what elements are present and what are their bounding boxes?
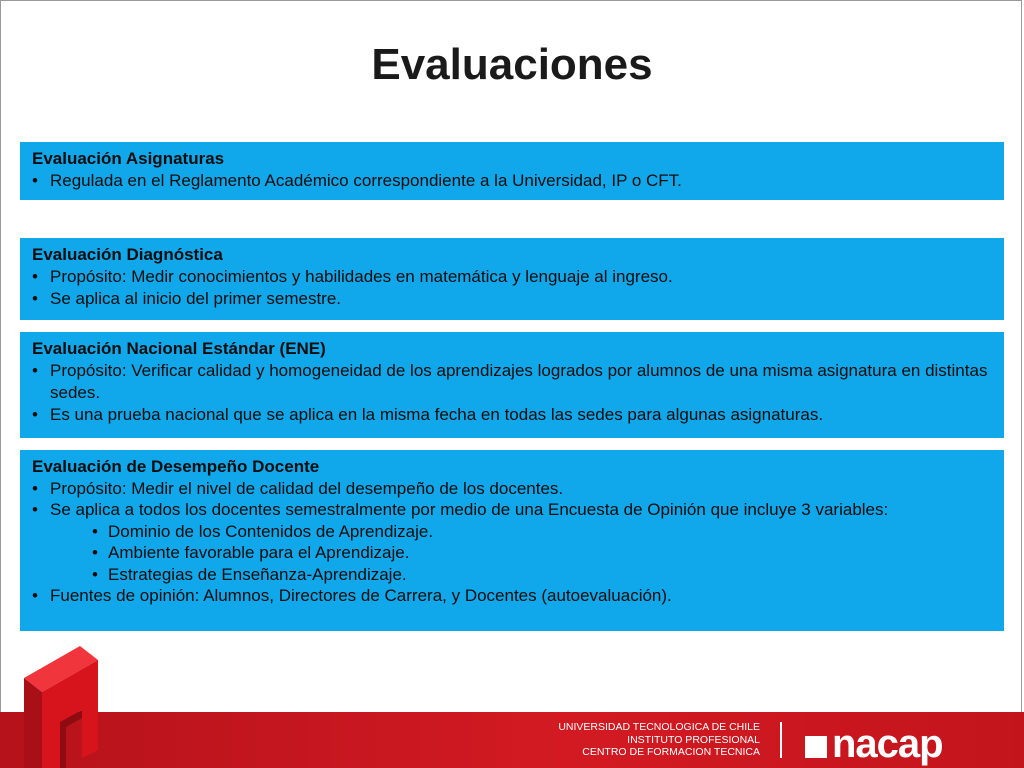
section-heading: Evaluación Diagnóstica (32, 245, 223, 264)
section-heading: Evaluación de Desempeño Docente (32, 457, 320, 476)
footer-divider (780, 722, 782, 758)
section-heading: Evaluación Nacional Estándar (ENE) (32, 339, 326, 358)
institution-line: UNIVERSIDAD TECNOLOGICA DE CHILE (558, 721, 760, 733)
section-heading: Evaluación Asignaturas (32, 149, 225, 168)
institution-line: INSTITUTO PROFESIONAL (627, 733, 760, 746)
bullet-item: • Fuentes de opinión: Alumnos, Directores de Carrera, y Docentes (autoevaluación). (32, 585, 992, 607)
bullet-item: • Propósito: Medir el nivel de calidad del desempeño de los docentes. (32, 478, 992, 500)
section-evaluacion-nacional-estandar (20, 332, 1004, 438)
institution-line: CENTRO DE FORMACION TECNICA (582, 746, 760, 758)
inacap-logo-text: nacap (832, 722, 943, 766)
inacap-logo-icon (805, 736, 827, 758)
footer-institution (548, 721, 760, 759)
section-evaluacion-diagnostica (20, 238, 1004, 320)
section-evaluacion-desempeno-docente (20, 450, 1004, 631)
sub-bullet-item: • Dominio de los Contenidos de Aprendizaje. (32, 521, 992, 543)
sub-bullet-item: • Ambiente favorable para el Aprendizaje. (32, 542, 992, 564)
footer-bar (0, 712, 1024, 768)
bullet-item: • Se aplica al inicio del primer semestre. (32, 288, 992, 310)
section-evaluacion-asignaturas (20, 142, 1004, 200)
bullet-item: • Se aplica a todos los docentes semestralmente por medio de una Encuesta de Opinión que incluye 3 variables: (32, 499, 992, 521)
sub-bullet-item: • Estrategias de Enseñanza-Aprendizaje. (32, 564, 992, 586)
bullet-item: • Propósito: Medir conocimientos y habilidades en matemática y lenguaje al ingreso. (32, 266, 992, 288)
3d-block-decoration-icon (18, 640, 128, 768)
bullet-item: • Propósito: Verificar calidad y homogeneidad de los aprendizajes logrados por alumnos de una misma asignatura en distintas sedes. (32, 360, 992, 404)
slide-title: Evaluaciones (371, 40, 653, 89)
bullet-item: • Es una prueba nacional que se aplica en la misma fecha en todas las sedes para algunas asignaturas. (32, 404, 992, 426)
bullet-item: • Regulada en el Reglamento Académico correspondiente a la Universidad, IP o CFT. (32, 170, 992, 192)
